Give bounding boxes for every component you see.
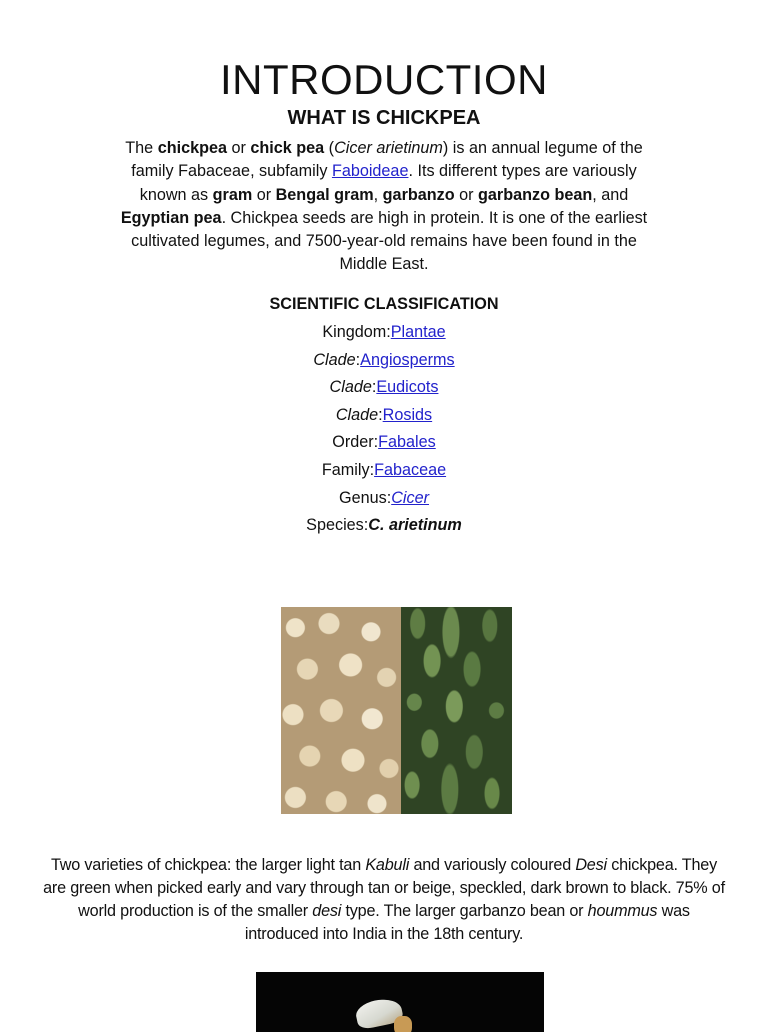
- taxon-rank: Kingdom: [322, 323, 387, 341]
- text-run: Egyptian pea: [120, 208, 222, 227]
- link-eudicots[interactable]: Eudicots: [376, 378, 439, 397]
- taxon-rank: Genus: [339, 488, 387, 507]
- text-run: C. arietinum: [368, 516, 462, 535]
- taxon-row-family: [0, 457, 768, 485]
- link-faboideae[interactable]: Faboideae: [331, 162, 409, 181]
- intro-paragraph: [114, 137, 654, 276]
- desi-chickpeas-image: [401, 607, 512, 814]
- text-run: chickpea. They are green when picked early and vary through tan or beige, speckled, dark brown to black. 75% of world production is of the smaller: [43, 856, 725, 921]
- text-run: type. The larger garbanzo bean or: [341, 902, 588, 921]
- section-title: WHAT IS CHICKPEA: [287, 106, 481, 129]
- taxon-rank: Family: [321, 460, 370, 479]
- taxon-row-clade: [0, 347, 768, 375]
- scientific-classification: [0, 292, 768, 540]
- text-run: chick pea: [250, 139, 325, 158]
- text-run: garbanzo bean: [478, 185, 593, 204]
- taxon-row-order: [0, 429, 768, 457]
- link-rosids[interactable]: Rosids: [382, 405, 433, 424]
- taxon-row-clade: [0, 374, 768, 402]
- text-run: ,: [373, 185, 383, 204]
- text-run: Two varieties of chickpea: the larger light tan: [51, 856, 366, 875]
- text-run: ) is an annual legume of the family Fabaceae, subfamily: [131, 139, 643, 181]
- text-run: chickpea: [157, 139, 227, 158]
- page-title: INTRODUCTION: [220, 56, 548, 104]
- text-run: , and: [592, 185, 629, 204]
- varieties-caption: [40, 854, 728, 946]
- taxon-row-species: [0, 512, 768, 540]
- text-run: . Its different types are variously known as: [139, 162, 637, 204]
- chickpea-sprout-image: [256, 972, 544, 1032]
- text-run: Bengal gram: [275, 185, 374, 204]
- taxon-separator: :: [373, 433, 379, 452]
- taxon-list: [0, 319, 768, 540]
- text-run: hoummus: [587, 902, 658, 921]
- text-run: desi: [312, 902, 342, 921]
- text-run: was introduced into India in the 18th century.: [244, 902, 690, 944]
- text-run: Cicer arietinum: [334, 139, 443, 158]
- taxon-rank: Clade: [313, 350, 356, 369]
- link-plantae[interactable]: Plantae: [390, 323, 446, 341]
- taxon-separator: :: [369, 460, 375, 479]
- text-run: or: [454, 185, 479, 204]
- kabuli-chickpeas-image: [281, 607, 401, 814]
- text-run: . Chickpea seeds are high in protein. It is one of the earliest cultivated legumes, and 7500-year-old remains have been found in the Middle East.: [131, 208, 648, 274]
- classification-heading: SCIENTIFIC CLASSIFICATION: [269, 295, 499, 313]
- text-run: (: [324, 139, 335, 158]
- taxon-rank: Species: [306, 516, 364, 535]
- text-run: Desi: [575, 856, 607, 875]
- link-fabaceae[interactable]: Fabaceae: [374, 460, 447, 479]
- text-run: Kabuli: [365, 856, 410, 875]
- taxon-row-kingdom: [0, 319, 768, 347]
- taxon-rank: Clade: [335, 405, 379, 424]
- chickpea-varieties-image: [281, 607, 512, 814]
- seed-icon: [394, 1016, 412, 1032]
- text-run: or: [252, 185, 276, 204]
- taxon-separator: :: [386, 488, 392, 507]
- taxon-row-genus: [0, 485, 768, 513]
- taxon-rank: Order: [332, 433, 374, 452]
- taxon-separator: :: [386, 323, 391, 341]
- taxon-rank: Clade: [329, 378, 372, 397]
- taxon-separator: :: [371, 378, 377, 397]
- link-fabales[interactable]: Fabales: [378, 433, 436, 452]
- link-cicer[interactable]: Cicer: [391, 488, 429, 507]
- text-run: garbanzo: [382, 185, 455, 204]
- link-angiosperms[interactable]: Angiosperms: [360, 350, 455, 369]
- text-run: or: [226, 139, 251, 158]
- taxon-separator: :: [363, 516, 369, 535]
- taxon-separator: :: [355, 350, 361, 369]
- taxon-separator: :: [378, 405, 383, 424]
- taxon-row-clade: [0, 402, 768, 430]
- text-run: The: [125, 139, 158, 158]
- text-run: gram: [212, 185, 253, 204]
- text-run: and variously coloured: [409, 856, 576, 875]
